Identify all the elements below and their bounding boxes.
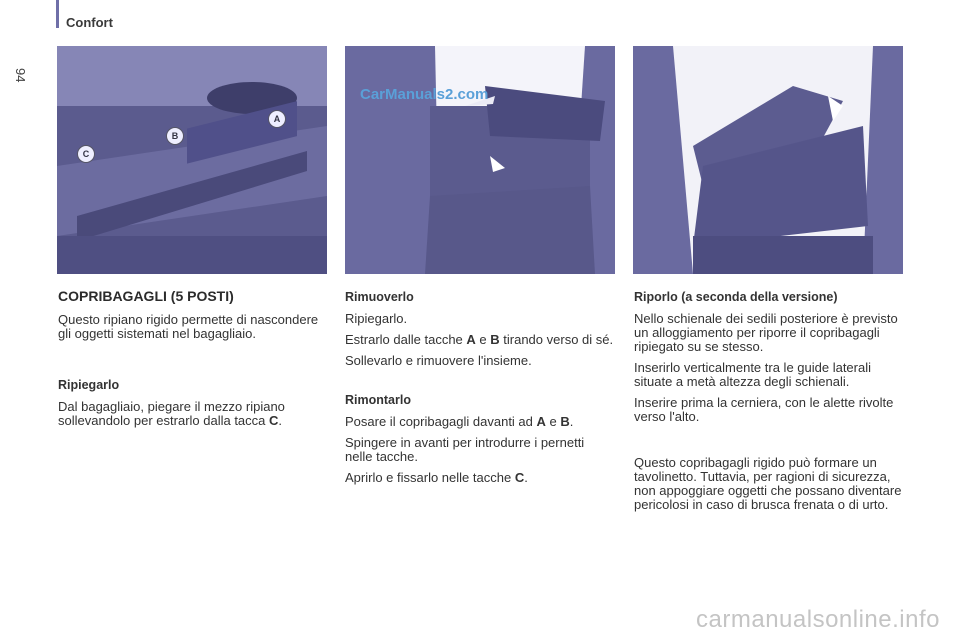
column-intro: [58, 289, 320, 435]
store-heading: Riporlo (a seconda della versione): [634, 290, 838, 304]
remove-step-2: Estrarlo dalle tacche A e B tirando verso di sé.: [345, 332, 614, 347]
label-a-marker: A: [268, 110, 286, 128]
remove-heading: Rimuoverlo: [345, 290, 414, 304]
remove-step-3: Sollevarlo e rimuovere l'insieme.: [345, 353, 532, 368]
mount-step-2: Spingere in avanti per introdurre i pernetti nelle tacche.: [345, 435, 585, 464]
store-step-1: Nello schienale dei sedili posteriore è previsto un alloggiamento per riporre il copribagagli ripiegato su se stesso.: [634, 311, 898, 354]
section-title: Confort: [66, 15, 113, 30]
mount-step-3: Aprirlo e fissarlo nelle tacche C.: [345, 470, 528, 485]
fold-text: Dal bagagliaio, piegare il mezzo ripiano sollevandolo per estrarlo dalla tacca C.: [58, 399, 285, 428]
watermark: CarManuals2.com: [360, 86, 489, 103]
label-c-marker: C: [77, 145, 95, 163]
fold-heading: Ripiegarlo: [58, 378, 120, 392]
column-remove-mount: [345, 290, 615, 492]
main-heading: COPRIBAGAGLI (5 POSTI): [58, 288, 234, 304]
label-b-marker: B: [166, 127, 184, 145]
section-marker: [56, 0, 59, 28]
store-step-2: Inserirlo verticalmente tra le guide laterali situate a metà altezza degli schienali.: [634, 360, 871, 389]
mount-step-1: Posare il copribagagli davanti ad A e B.: [345, 414, 574, 429]
photo-removing-shelf: [345, 46, 615, 274]
mount-heading: Rimontarlo: [345, 393, 411, 407]
column-store: [634, 290, 904, 519]
page-number: 94: [13, 68, 28, 83]
intro-text: Questo ripiano rigido permette di nascondere gli oggetti sistemati nel bagagliaio.: [58, 312, 319, 341]
footer-watermark: carmanualsonline.info: [696, 606, 940, 633]
store-step-3: Inserire prima la cerniera, con le alette rivolte verso l'alto.: [634, 395, 894, 424]
table-note: Questo copribagagli rigido può formare un tavolinetto. Tuttavia, per ragioni di sicurezza, non appoggiare oggetti che possano diventare pericolosi in caso di brusca frenata o di urto.: [634, 455, 902, 512]
remove-step-1: Ripiegarlo.: [345, 311, 408, 326]
photo-trunk-shelf: [57, 46, 327, 274]
photo-storing-shelf: [633, 46, 903, 274]
